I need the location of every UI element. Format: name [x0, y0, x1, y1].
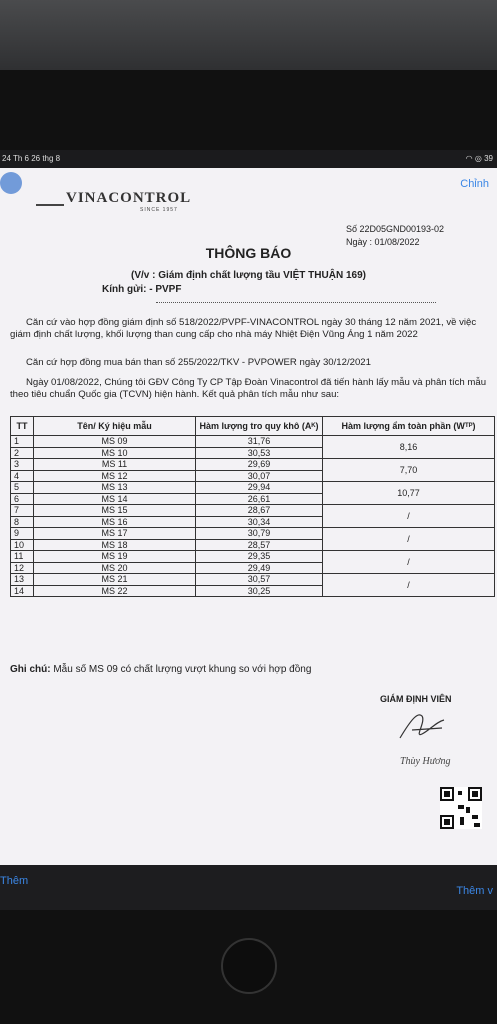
- sample-name: MS 18: [34, 539, 196, 551]
- moisture-value: /: [323, 551, 495, 574]
- footnote: [10, 664, 311, 675]
- wifi-icon: ◠: [465, 154, 473, 163]
- table-row: [11, 482, 495, 494]
- header-ash: Hàm lượng tro quy khô (Aᴷ): [196, 417, 323, 436]
- ash-value: 28,67: [196, 505, 323, 517]
- header-sample: Tên/ Ký hiệu mẫu: [34, 417, 196, 436]
- row-index: 11: [11, 551, 34, 563]
- home-button[interactable]: [221, 938, 277, 994]
- more-button-left[interactable]: Thêm: [0, 875, 29, 887]
- sample-name: MS 16: [34, 516, 196, 528]
- dotted-divider: [156, 302, 436, 303]
- sample-name: MS 17: [34, 528, 196, 540]
- battery-level: 39: [484, 154, 493, 163]
- bottom-toolbar: [0, 865, 497, 910]
- company-logo: VINACONTROL: [66, 190, 192, 206]
- sample-name: MS 09: [34, 436, 196, 448]
- ash-value: 30,34: [196, 516, 323, 528]
- vinacontrol-logo-icon: [36, 194, 64, 206]
- ash-value: 26,61: [196, 493, 323, 505]
- moisture-value: 7,70: [323, 459, 495, 482]
- document-subject: (V/v : Giám định chất lượng tầu VIỆT THUẬN 169): [131, 270, 366, 281]
- ash-value: 30,79: [196, 528, 323, 540]
- ash-value: 29,94: [196, 482, 323, 494]
- signer-name: Thùy Hương: [400, 756, 451, 767]
- document-date: Ngày : 01/08/2022: [346, 237, 420, 247]
- row-index: 3: [11, 459, 34, 471]
- note-text: Mẫu số MS 09 có chất lượng vượt khung so với hợp đồng: [50, 664, 312, 675]
- ash-value: 29,35: [196, 551, 323, 563]
- sample-name: MS 15: [34, 505, 196, 517]
- table-row: [11, 459, 495, 471]
- sample-name: MS 11: [34, 459, 196, 471]
- ash-value: 30,25: [196, 585, 323, 597]
- row-index: 9: [11, 528, 34, 540]
- table-row: [11, 574, 495, 586]
- row-index: 6: [11, 493, 34, 505]
- document-number: Số 22D05GND00193-02: [346, 224, 445, 234]
- row-index: 4: [11, 470, 34, 482]
- photo-background: [0, 0, 497, 70]
- row-index: 2: [11, 447, 34, 459]
- sample-name: MS 22: [34, 585, 196, 597]
- sample-name: MS 13: [34, 482, 196, 494]
- battery-icon: ◎: [474, 154, 482, 163]
- logo-subtitle: SINCE 1957: [140, 207, 178, 213]
- row-index: 1: [11, 436, 34, 448]
- row-index: 10: [11, 539, 34, 551]
- paragraph-purchase: Căn cứ hợp đồng mua bán than số 255/2022/TKV - PVPOWER ngày 30/12/2021: [26, 357, 371, 368]
- tablet-screen: [0, 150, 497, 910]
- sample-name: MS 10: [34, 447, 196, 459]
- row-index: 12: [11, 562, 34, 574]
- sample-name: MS 19: [34, 551, 196, 563]
- sample-name: MS 12: [34, 470, 196, 482]
- signature-image: [392, 708, 452, 748]
- row-index: 8: [11, 516, 34, 528]
- moisture-value: /: [323, 505, 495, 528]
- note-label: Ghi chú:: [10, 664, 51, 675]
- table-row: [11, 436, 495, 448]
- status-bar: [0, 150, 497, 168]
- more-button-right[interactable]: Thêm v: [456, 885, 493, 897]
- row-index: 13: [11, 574, 34, 586]
- moisture-value: 8,16: [323, 436, 495, 459]
- header-moisture: Hàm lượng ẩm toàn phần (Wᵀᴾ): [323, 417, 495, 436]
- ash-value: 29,69: [196, 459, 323, 471]
- sample-name: MS 21: [34, 574, 196, 586]
- row-index: 7: [11, 505, 34, 517]
- results-table: [10, 416, 495, 597]
- ash-value: 30,57: [196, 574, 323, 586]
- ash-value: 29,49: [196, 562, 323, 574]
- table-row: [11, 551, 495, 563]
- table-row: [11, 505, 495, 517]
- ash-value: 28,57: [196, 539, 323, 551]
- table-header-row: [11, 417, 495, 436]
- edit-button[interactable]: Chỉnh: [460, 178, 489, 190]
- qr-code-icon: [440, 787, 482, 829]
- moisture-value: 10,77: [323, 482, 495, 505]
- ash-value: 31,76: [196, 436, 323, 448]
- moisture-value: /: [323, 528, 495, 551]
- status-time: 24: [2, 154, 11, 163]
- table-row: [11, 528, 495, 540]
- paragraph-contract: Căn cứ vào hợp đồng giám định số 518/2022/PVPF-VINACONTROL ngày 30 tháng 12 năm 2021, về việc giám định chất lượng, khối lượng than cung cấp cho nhà máy Nhiệt Điện Vũng Áng 1 năm 2022: [10, 317, 477, 340]
- moisture-value: /: [323, 574, 495, 597]
- paragraph-sampling: Ngày 01/08/2022, Chúng tôi GĐV Công Ty CP Tập Đoàn Vinacontrol đã tiến hành lấy mẫu và phân tích mẫu theo tiêu chuẩn Quốc gia (TCVN) hiện hành. Kết quả phân tích mẫu như sau:: [10, 377, 487, 400]
- document-recipient: Kính gửi: - PVPF: [102, 284, 182, 295]
- document-image: [0, 190, 497, 870]
- ash-value: 30,53: [196, 447, 323, 459]
- row-index: 14: [11, 585, 34, 597]
- ash-value: 30,07: [196, 470, 323, 482]
- sample-name: MS 20: [34, 562, 196, 574]
- row-index: 5: [11, 482, 34, 494]
- sample-name: MS 14: [34, 493, 196, 505]
- header-tt: TT: [11, 417, 34, 436]
- inspector-label: GIÁM ĐỊNH VIÊN: [380, 694, 452, 704]
- document-title: THÔNG BÁO: [205, 245, 292, 261]
- status-date: Th 6 26 thg 8: [12, 154, 61, 163]
